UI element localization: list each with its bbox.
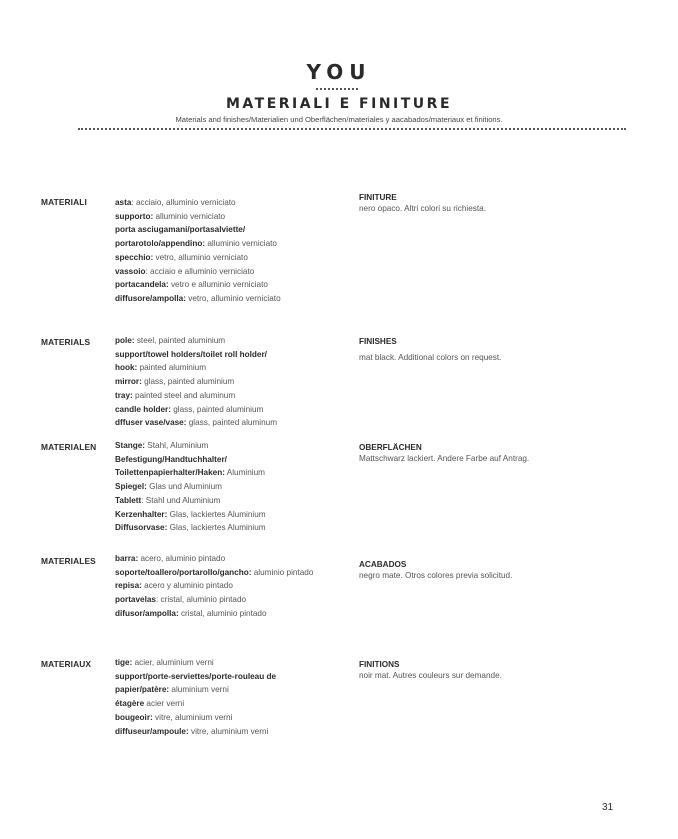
material-description: painted aluminium xyxy=(137,363,207,373)
material-item xyxy=(115,566,345,580)
material-term: soporte/toallero/portarollo/gancho: xyxy=(115,567,252,577)
brand-title: YOU xyxy=(306,60,372,84)
material-item xyxy=(115,278,345,292)
material-description: glass, painted aluminium xyxy=(170,404,264,414)
material-description: acier verni xyxy=(144,699,185,709)
material-item xyxy=(115,697,345,711)
section-label-materiali: MATERIALI xyxy=(41,197,87,207)
material-item xyxy=(115,334,345,348)
material-term: diffuseur/ampoule: xyxy=(115,726,189,736)
material-term: Tablett xyxy=(115,495,142,505)
material-term: Diffusorvase: xyxy=(115,523,168,533)
material-description: Glas und Aluminium xyxy=(146,482,222,492)
material-item xyxy=(115,508,345,522)
material-description: aluminio pintado xyxy=(251,567,314,577)
finish-title: ACABADOS xyxy=(359,560,407,569)
materials-list-materiaux xyxy=(115,656,345,738)
material-term: supporto: xyxy=(115,211,154,221)
material-description: cristal, aluminio pintado xyxy=(178,608,267,618)
material-item xyxy=(115,579,345,593)
material-term: repisa: xyxy=(115,581,142,591)
material-item xyxy=(115,251,345,265)
material-description: glass, painted aluminium xyxy=(141,377,235,387)
material-description: acero y aluminio pintado xyxy=(141,581,233,591)
material-term: pole: xyxy=(115,336,135,345)
material-description: cristal, aluminio pintado xyxy=(158,595,247,605)
brand-dotted-divider xyxy=(316,88,358,90)
material-item xyxy=(115,656,345,670)
finish-block-finitions xyxy=(359,659,639,681)
finish-block-finiture xyxy=(359,192,639,214)
material-item xyxy=(115,223,345,237)
section-label-materials: MATERIALS xyxy=(41,337,91,347)
material-separator: : xyxy=(141,495,144,505)
material-term: hook: xyxy=(115,363,138,373)
material-item xyxy=(115,389,345,403)
material-term: dffuser vase/vase: xyxy=(115,418,187,428)
finish-title: OBERFLÄCHEN xyxy=(359,443,422,452)
material-term: tray: xyxy=(115,390,133,400)
material-term: porta asciugamani/portasalviette/ xyxy=(115,225,246,235)
material-term: candle holder: xyxy=(115,404,171,414)
finish-title: FINISHES xyxy=(359,337,397,346)
materials-list-materiali xyxy=(115,196,345,306)
finish-text: nero opaco. Altri colori su richiesta. xyxy=(359,204,486,213)
material-description: vetro, alluminio verniciato xyxy=(185,293,281,303)
material-item xyxy=(115,466,345,480)
material-term: support/porte-serviettes/porte-rouleau de xyxy=(115,671,277,681)
material-term: étagère xyxy=(115,699,145,709)
material-description: glass, painted aluminum xyxy=(186,418,278,428)
page-subtitle: Materials and finishes/Materialien und Oberflächen/materiales y aacabados/materiaux et finitions. xyxy=(175,115,503,124)
finish-text: noir mat. Autres couleurs sur demande. xyxy=(359,671,502,680)
finish-text: Mattschwarz lackiert. Andere Farbe auf Antrag. xyxy=(359,454,530,463)
material-item xyxy=(115,494,345,508)
material-term: papier/patère: xyxy=(115,685,170,695)
material-separator: : xyxy=(145,266,148,276)
material-separator: : xyxy=(131,198,134,207)
material-term: bougeoir: xyxy=(115,712,153,722)
material-description: acero, aluminio pintado xyxy=(138,554,226,563)
material-term: asta xyxy=(115,198,132,207)
material-term: Spiegel: xyxy=(115,482,147,492)
finish-block-acabados xyxy=(359,559,639,581)
material-term: portacandela: xyxy=(115,280,169,290)
material-item xyxy=(115,292,345,306)
material-item xyxy=(115,361,345,375)
materials-list-materials xyxy=(115,334,345,430)
material-item xyxy=(115,403,345,417)
material-term: Toilettenpapierhalter/Haken: xyxy=(115,468,225,478)
material-term: barra: xyxy=(115,554,139,563)
material-description: steel, painted aluminium xyxy=(134,336,226,345)
finish-block-oberflaechen xyxy=(359,442,639,464)
material-term: difusor/ampolla: xyxy=(115,608,179,618)
material-separator: : xyxy=(155,595,159,605)
section-label-materiales: MATERIALES xyxy=(41,556,96,566)
material-item xyxy=(115,725,345,739)
finish-text: negro mate. Otros colores previa solicitud. xyxy=(359,571,513,580)
material-item xyxy=(115,348,345,362)
material-item xyxy=(115,196,345,210)
material-description: Aluminium xyxy=(224,468,265,478)
materials-list-materiales xyxy=(115,552,345,621)
material-term: portavelas xyxy=(115,595,156,605)
material-item xyxy=(115,593,345,607)
material-term: portarotolo/appendino: xyxy=(115,239,206,249)
material-description: vitre, aluminium verni xyxy=(188,726,269,736)
material-description: acciaio e alluminio verniciato xyxy=(147,266,255,276)
material-term: mirror: xyxy=(115,377,142,387)
material-item xyxy=(115,210,345,224)
material-item xyxy=(115,439,345,453)
material-item xyxy=(115,453,345,467)
finish-block-finishes xyxy=(359,336,639,363)
finish-title: FINITURE xyxy=(359,193,397,202)
material-description: vitre, aluminium verni xyxy=(152,712,233,722)
material-item xyxy=(115,375,345,389)
material-description: Glas, lackiertes Aluminium xyxy=(167,509,266,519)
material-item xyxy=(115,265,345,279)
material-description: acier, aluminium verni xyxy=(132,658,214,667)
material-description: vetro, alluminio verniciato xyxy=(153,252,248,262)
material-description: Stahl, Aluminium xyxy=(145,441,209,450)
material-description: painted steel and aluminum xyxy=(132,390,236,400)
materials-list-materialen xyxy=(115,439,345,535)
page-title: MATERIALI E FINITURE xyxy=(225,96,453,112)
material-description: aluminium verni xyxy=(169,685,229,695)
finish-text: mat black. Additional colors on request. xyxy=(359,353,502,362)
section-label-materialen: MATERIALEN xyxy=(41,442,97,452)
material-item xyxy=(115,480,345,494)
material-term: tige: xyxy=(115,658,133,667)
finish-title: FINITIONS xyxy=(359,660,400,669)
material-item xyxy=(115,237,345,251)
material-description: Stahl und Aluminium xyxy=(143,495,221,505)
material-description: alluminio verniciato xyxy=(205,239,277,249)
material-description: Glas, lackiertes Aluminium xyxy=(167,523,266,533)
page-number: 31 xyxy=(602,802,614,813)
material-term: vassoio xyxy=(115,266,146,276)
material-item xyxy=(115,552,345,566)
material-item xyxy=(115,607,345,621)
header-dotted-rule xyxy=(78,128,626,130)
material-description: alluminio verniciato xyxy=(153,211,226,221)
material-term: support/towel holders/toilet roll holder/ xyxy=(115,349,267,359)
material-item xyxy=(115,670,345,684)
material-item xyxy=(115,711,345,725)
material-description: acciaio, alluminio verniciato xyxy=(133,198,236,207)
material-item xyxy=(115,521,345,535)
material-term: Stange: xyxy=(115,441,146,450)
material-term: diffusore/ampolla: xyxy=(115,293,186,303)
material-description: vetro e alluminio verniciato xyxy=(168,280,268,290)
material-item xyxy=(115,683,345,697)
material-term: Kerzenhalter: xyxy=(115,509,168,519)
material-term: Befestigung/Handtuchhalter/ xyxy=(115,454,227,464)
section-label-materiaux: MATERIAUX xyxy=(41,659,92,669)
material-item xyxy=(115,416,345,430)
material-term: specchio: xyxy=(115,252,154,262)
